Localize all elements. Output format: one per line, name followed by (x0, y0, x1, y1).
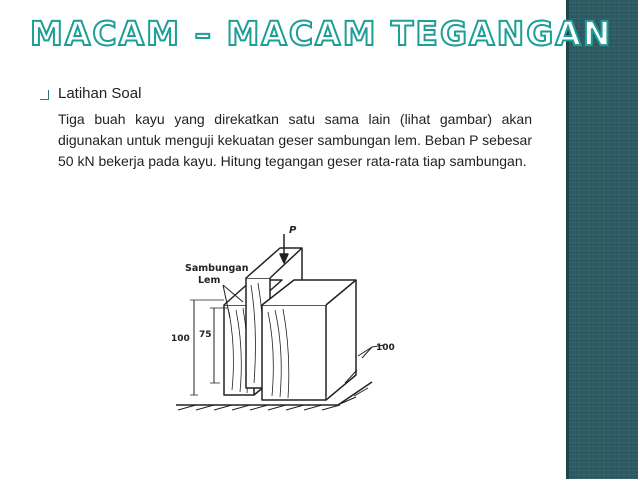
slide-title: MACAM – MACAM TEGANGAN (30, 14, 613, 53)
dimension-100-right: 100 (376, 343, 395, 353)
load-label: P (289, 225, 297, 236)
section-label: Latihan Soal (58, 85, 142, 102)
problem-text: Tiga buah kayu yang direkatkan satu sama lain (lihat gambar) akan digunakan untuk menguji kekuatan geser sambungan lem. Beban P sebesar 50 kN bekerja pada kayu. Hitung tegangan geser rata-rata tiap sambungan. (58, 111, 532, 169)
dimension-75: 75 (199, 330, 212, 340)
sidebar-panel (566, 0, 638, 479)
wood-joint-figure (160, 212, 418, 420)
sidebar-edge (566, 0, 569, 479)
glue-label-line1: Sambungan (185, 263, 249, 274)
glue-label-line2: Lem (198, 275, 221, 286)
bullet-icon (40, 90, 49, 100)
dimension-100-left: 100 (171, 334, 190, 344)
